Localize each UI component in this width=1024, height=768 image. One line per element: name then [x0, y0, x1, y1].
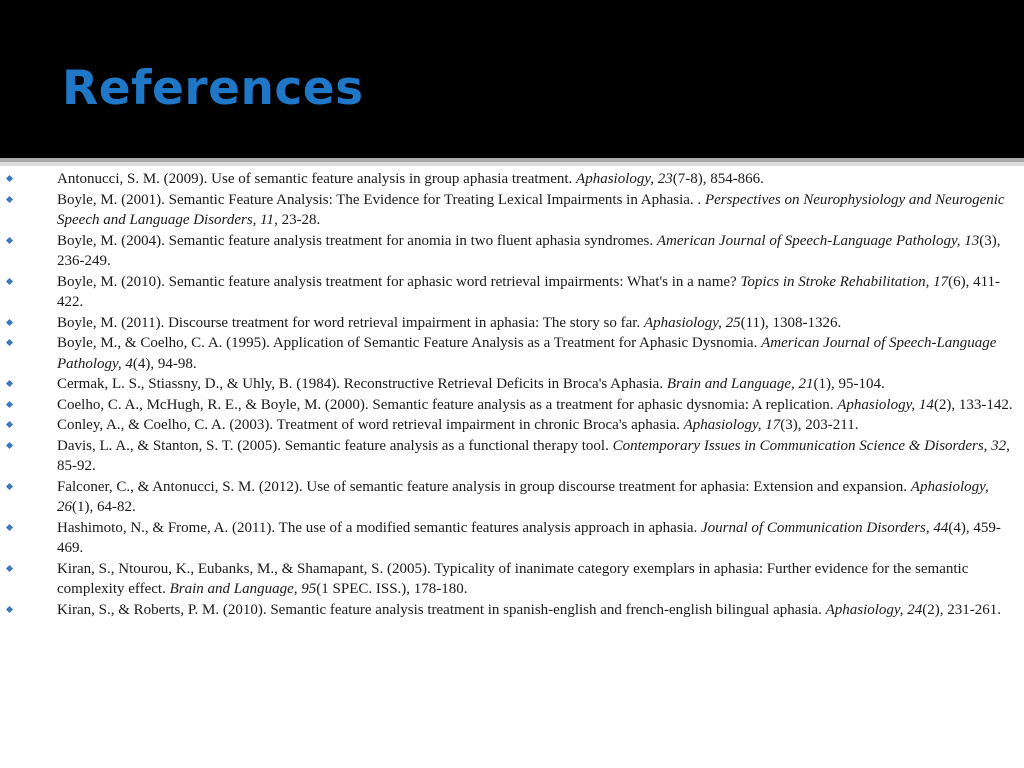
reference-pages: (1), 64-82.: [72, 499, 136, 515]
reference-text: [57, 417, 858, 433]
reference-text: [57, 233, 1001, 270]
reference-text: [57, 171, 764, 187]
reference-citation: Conley, A., & Coelho, C. A. (2003). Treatment of word retrieval impairment in chronic Broca's aphasia.: [57, 417, 684, 433]
reference-citation: Boyle, M. (2001). Semantic Feature Analysis: The Evidence for Treating Lexical Impairments in Aphasia. .: [57, 191, 705, 208]
title-bar: [0, 0, 1024, 158]
reference-item: [0, 333, 1024, 374]
reference-item: [0, 169, 1024, 190]
reference-text: [57, 376, 885, 392]
reference-source: Perspectives on Neurophysiology and Neurogenic Speech and Language Disorders, 11: [57, 191, 1005, 228]
diamond-bullet-icon: [6, 380, 13, 387]
reference-text: [57, 561, 968, 598]
reference-item: [0, 415, 1024, 436]
reference-citation: Antonucci, S. M. (2009). Use of semantic feature analysis in group aphasia treatment.: [57, 171, 577, 187]
reference-pages: (3), 236-249.: [57, 232, 1001, 269]
reference-source: Brain and Language, 21: [666, 376, 814, 392]
reference-source: Aphasiology, 24: [825, 601, 923, 618]
slide-title: References: [62, 61, 364, 116]
references-list: [0, 169, 1024, 620]
diamond-bullet-icon: [6, 318, 13, 325]
diamond-bullet-icon: [6, 523, 13, 530]
reference-text: [57, 602, 1001, 618]
reference-text: [57, 192, 1005, 229]
reference-source: Aphasiology, 26: [57, 478, 989, 515]
reference-pages: (6), 411-422.: [57, 273, 1001, 310]
reference-source: American Journal of Speech-Language Pathology, 4: [57, 335, 997, 372]
reference-citation: Kiran, S., Ntourou, K., Eubanks, M., & Shamapant, S. (2005). Typicality of inanimate category exemplars in aphasia: Further evidence for the semantic complexity effect.: [57, 560, 969, 597]
reference-text: [57, 335, 996, 372]
reference-citation: Boyle, M., & Coelho, C. A. (1995). Application of Semantic Feature Analysis as a Treatment for Aphasic Dysnomia.: [57, 335, 762, 351]
reference-source: Contemporary Issues in Communication Science & Disorders, 32: [612, 437, 1007, 454]
diamond-bullet-icon: [6, 605, 13, 612]
diamond-bullet-icon: [6, 277, 13, 284]
reference-text: [57, 315, 841, 331]
reference-source: Aphasiology, 23: [576, 171, 673, 187]
reference-source: American Journal of Speech-Language Pathology, 13: [656, 232, 980, 249]
reference-item: [0, 231, 1024, 272]
reference-pages: (4), 459-469.: [57, 519, 1001, 556]
diamond-bullet-icon: [6, 441, 13, 448]
reference-text: [57, 274, 1000, 311]
reference-item: [0, 518, 1024, 559]
reference-pages: (11), 1308-1326.: [740, 314, 842, 331]
reference-citation: Boyle, M. (2010). Semantic feature analysis treatment for aphasic word retrieval impairments: What's in a name?: [57, 273, 741, 290]
reference-pages: (7-8), 854-866.: [672, 171, 764, 187]
reference-citation: Boyle, M. (2004). Semantic feature analysis treatment for anomia in two fluent aphasia syndromes.: [57, 232, 657, 249]
diamond-bullet-icon: [6, 400, 13, 407]
diamond-bullet-icon: [6, 482, 13, 489]
reference-citation: Boyle, M. (2011). Discourse treatment for word retrieval impairment in aphasia: The story so far.: [57, 314, 644, 331]
reference-pages: (1 SPEC. ISS.), 178-180.: [316, 581, 468, 597]
reference-pages: (4), 94-98.: [132, 355, 197, 372]
reference-text: [57, 397, 1013, 413]
reference-source: Aphasiology, 14: [837, 396, 934, 413]
reference-pages: (2), 231-261.: [922, 601, 1002, 618]
reference-item: [0, 395, 1024, 416]
reference-source: Aphasiology, 25: [643, 314, 741, 331]
reference-text: [57, 520, 1001, 557]
reference-citation: Davis, L. A., & Stanton, S. T. (2005). Semantic feature analysis as a functional therapy tool.: [57, 437, 613, 454]
reference-item: [0, 436, 1024, 477]
reference-text: [57, 438, 1010, 475]
reference-pages: (1), 95-104.: [813, 376, 885, 392]
diamond-bullet-icon: [6, 339, 13, 346]
diamond-bullet-icon: [6, 195, 13, 202]
diamond-bullet-icon: [6, 175, 13, 182]
reference-item: [0, 477, 1024, 518]
divider-line-light: [0, 162, 1024, 166]
reference-item: [0, 374, 1024, 395]
diamond-bullet-icon: [6, 564, 13, 571]
reference-citation: Falconer, C., & Antonucci, S. M. (2012). Use of semantic feature analysis in group discourse treatment for aphasia: Extension and expansion.: [57, 478, 911, 495]
reference-item: [0, 559, 1024, 600]
reference-text: [57, 479, 989, 516]
reference-citation: Kiran, S., & Roberts, P. M. (2010). Semantic feature analysis treatment in spanish-english and french-english bilingual aphasia.: [57, 601, 826, 618]
reference-pages: (3), 203-211.: [780, 417, 859, 433]
reference-citation: Hashimoto, N., & Frome, A. (2011). The use of a modified semantic features analysis approach in aphasia.: [57, 519, 702, 536]
reference-source: Brain and Language, 95: [169, 581, 317, 597]
diamond-bullet-icon: [6, 421, 13, 428]
reference-pages: , 23-28.: [274, 212, 321, 228]
reference-source: Journal of Communication Disorders, 44: [701, 519, 949, 536]
diamond-bullet-icon: [6, 236, 13, 243]
reference-item: [0, 190, 1024, 231]
reference-pages: , 85-92.: [57, 437, 1010, 474]
reference-item: [0, 313, 1024, 334]
reference-source: Aphasiology, 17: [683, 417, 781, 433]
reference-source: Topics in Stroke Rehabilitation, 17: [740, 273, 949, 290]
reference-item: [0, 600, 1024, 621]
reference-citation: Cermak, L. S., Stiassny, D., & Uhly, B. (1984). Reconstructive Retrieval Deficits in Broca's Aphasia.: [57, 376, 667, 392]
reference-item: [0, 272, 1024, 313]
reference-pages: (2), 133-142.: [933, 396, 1013, 413]
reference-citation: Coelho, C. A., McHugh, R. E., & Boyle, M. (2000). Semantic feature analysis as a treatment for aphasic dysnomia: A replication.: [57, 396, 838, 413]
